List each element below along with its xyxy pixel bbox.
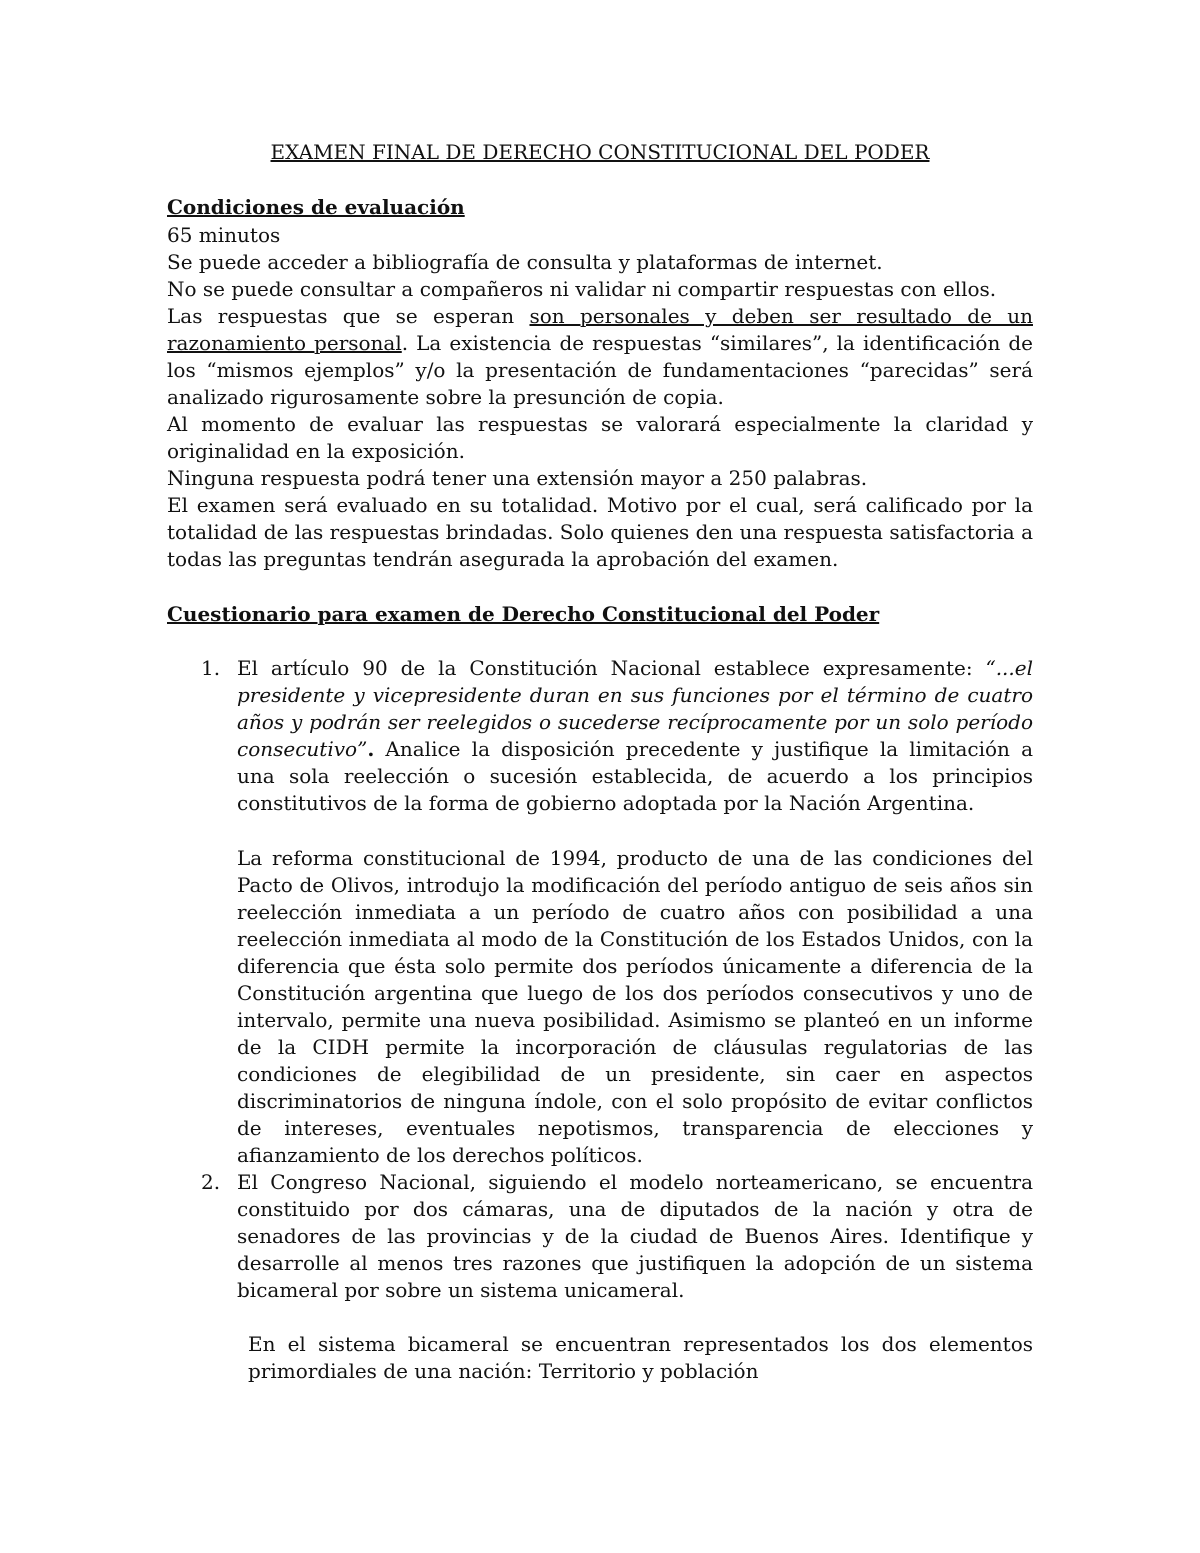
question-1-rest: Analice la disposición precedente y justifique la limitación a una sola reelección o sucesión establecida, de acuerdo a los principios constitutivos de la forma de gobierno adoptada por la Nación Argentina. bbox=[237, 737, 1033, 815]
question-1-quote-end: . bbox=[367, 737, 375, 761]
originality-rest: . La existencia de respuestas “similares”, la identificación de los “mismos ejemplos” y/o la presentación de fundamentaciones “parecidas” será analizado rigurosamente sobre la presunción de copia. bbox=[167, 331, 1033, 409]
rule-bibliography: Se puede acceder a bibliografía de consulta y plataformas de internet. bbox=[167, 250, 883, 274]
question-1-intro: El artículo 90 de la Constitución Nacional establece expresamente: bbox=[237, 656, 986, 680]
answer-2: En el sistema bicameral se encuentran representados los dos elementos primordiales de una nación: Territorio y población bbox=[248, 1332, 1033, 1383]
originality-underlined: son personales y deben ser resultado de un razonamiento personal bbox=[167, 304, 1033, 355]
page-title: EXAMEN FINAL DE DERECHO CONSTITUCIONAL DEL PODER bbox=[270, 140, 930, 164]
originality-intro: Las respuestas que se esperan bbox=[167, 304, 530, 328]
question-2-text: El Congreso Nacional, siguiendo el modelo norteamericano, se encuentra constituido por dos cámaras, una de diputados de la nación y otra de senadores de las provincias y de la ciudad de Buenos Aires. Identifique y desarrolle al menos tres razones que justifiquen la adopción de un sistema bicameral por sobre un sistema unicameral. bbox=[237, 1170, 1033, 1302]
question-2-number: 2. bbox=[201, 1170, 221, 1194]
conditions-heading: Condiciones de evaluación bbox=[167, 195, 465, 219]
rule-length: Ninguna respuesta podrá tener una extensión mayor a 250 palabras. bbox=[167, 466, 868, 490]
rule-totality: El examen será evaluado en su totalidad. Motivo por el cual, será calificado por la totalidad de las respuestas brindadas. Solo quienes den una respuesta satisfactoria a todas las preguntas tendrán asegurada la aprobación del examen. bbox=[167, 493, 1033, 571]
rule-clarity: Al momento de evaluar las respuestas se valorará especialmente la claridad y originalidad en la exposición. bbox=[167, 412, 1033, 463]
question-1-text bbox=[237, 655, 1033, 817]
rule-peers: No se puede consultar a compañeros ni validar ni compartir respuestas con ellos. bbox=[167, 277, 997, 301]
answer-1: La reforma constitucional de 1994, producto de una de las condiciones del Pacto de Olivos, introdujo la modificación del período antiguo de seis años sin reelección inmediata a un período de cuatro años con posibilidad a una reelección inmediata al modo de la Constitución de los Estados Unidos, con la diferencia que ésta solo permite dos períodos únicamente a diferencia de la Constitución argentina que luego de los dos períodos consecutivos y uno de intervalo, permite una nueva posibilidad. Asimismo se planteó en un informe de la CIDH permite la incorporación de cláusulas regulatorias de las condiciones de elegibilidad de un presidente, sin caer en aspectos discriminatorios de ninguna índole, con el solo propósito de evitar conflictos de intereses, eventuales nepotismos, transparencia de elecciones y afianzamiento de los derechos políticos. bbox=[237, 846, 1033, 1167]
question-1-number: 1. bbox=[201, 656, 221, 680]
questionnaire-heading: Cuestionario para examen de Derecho Constitucional del Poder bbox=[167, 602, 880, 626]
question-1-quote: “...el presidente y vicepresidente duran en sus funciones por el término de cuatro años y podrán ser reelegidos o sucederse recíprocamente por un solo período consecutivo” bbox=[237, 656, 1033, 761]
originality-paragraph bbox=[167, 303, 1033, 411]
duration-text: 65 minutos bbox=[167, 223, 281, 247]
